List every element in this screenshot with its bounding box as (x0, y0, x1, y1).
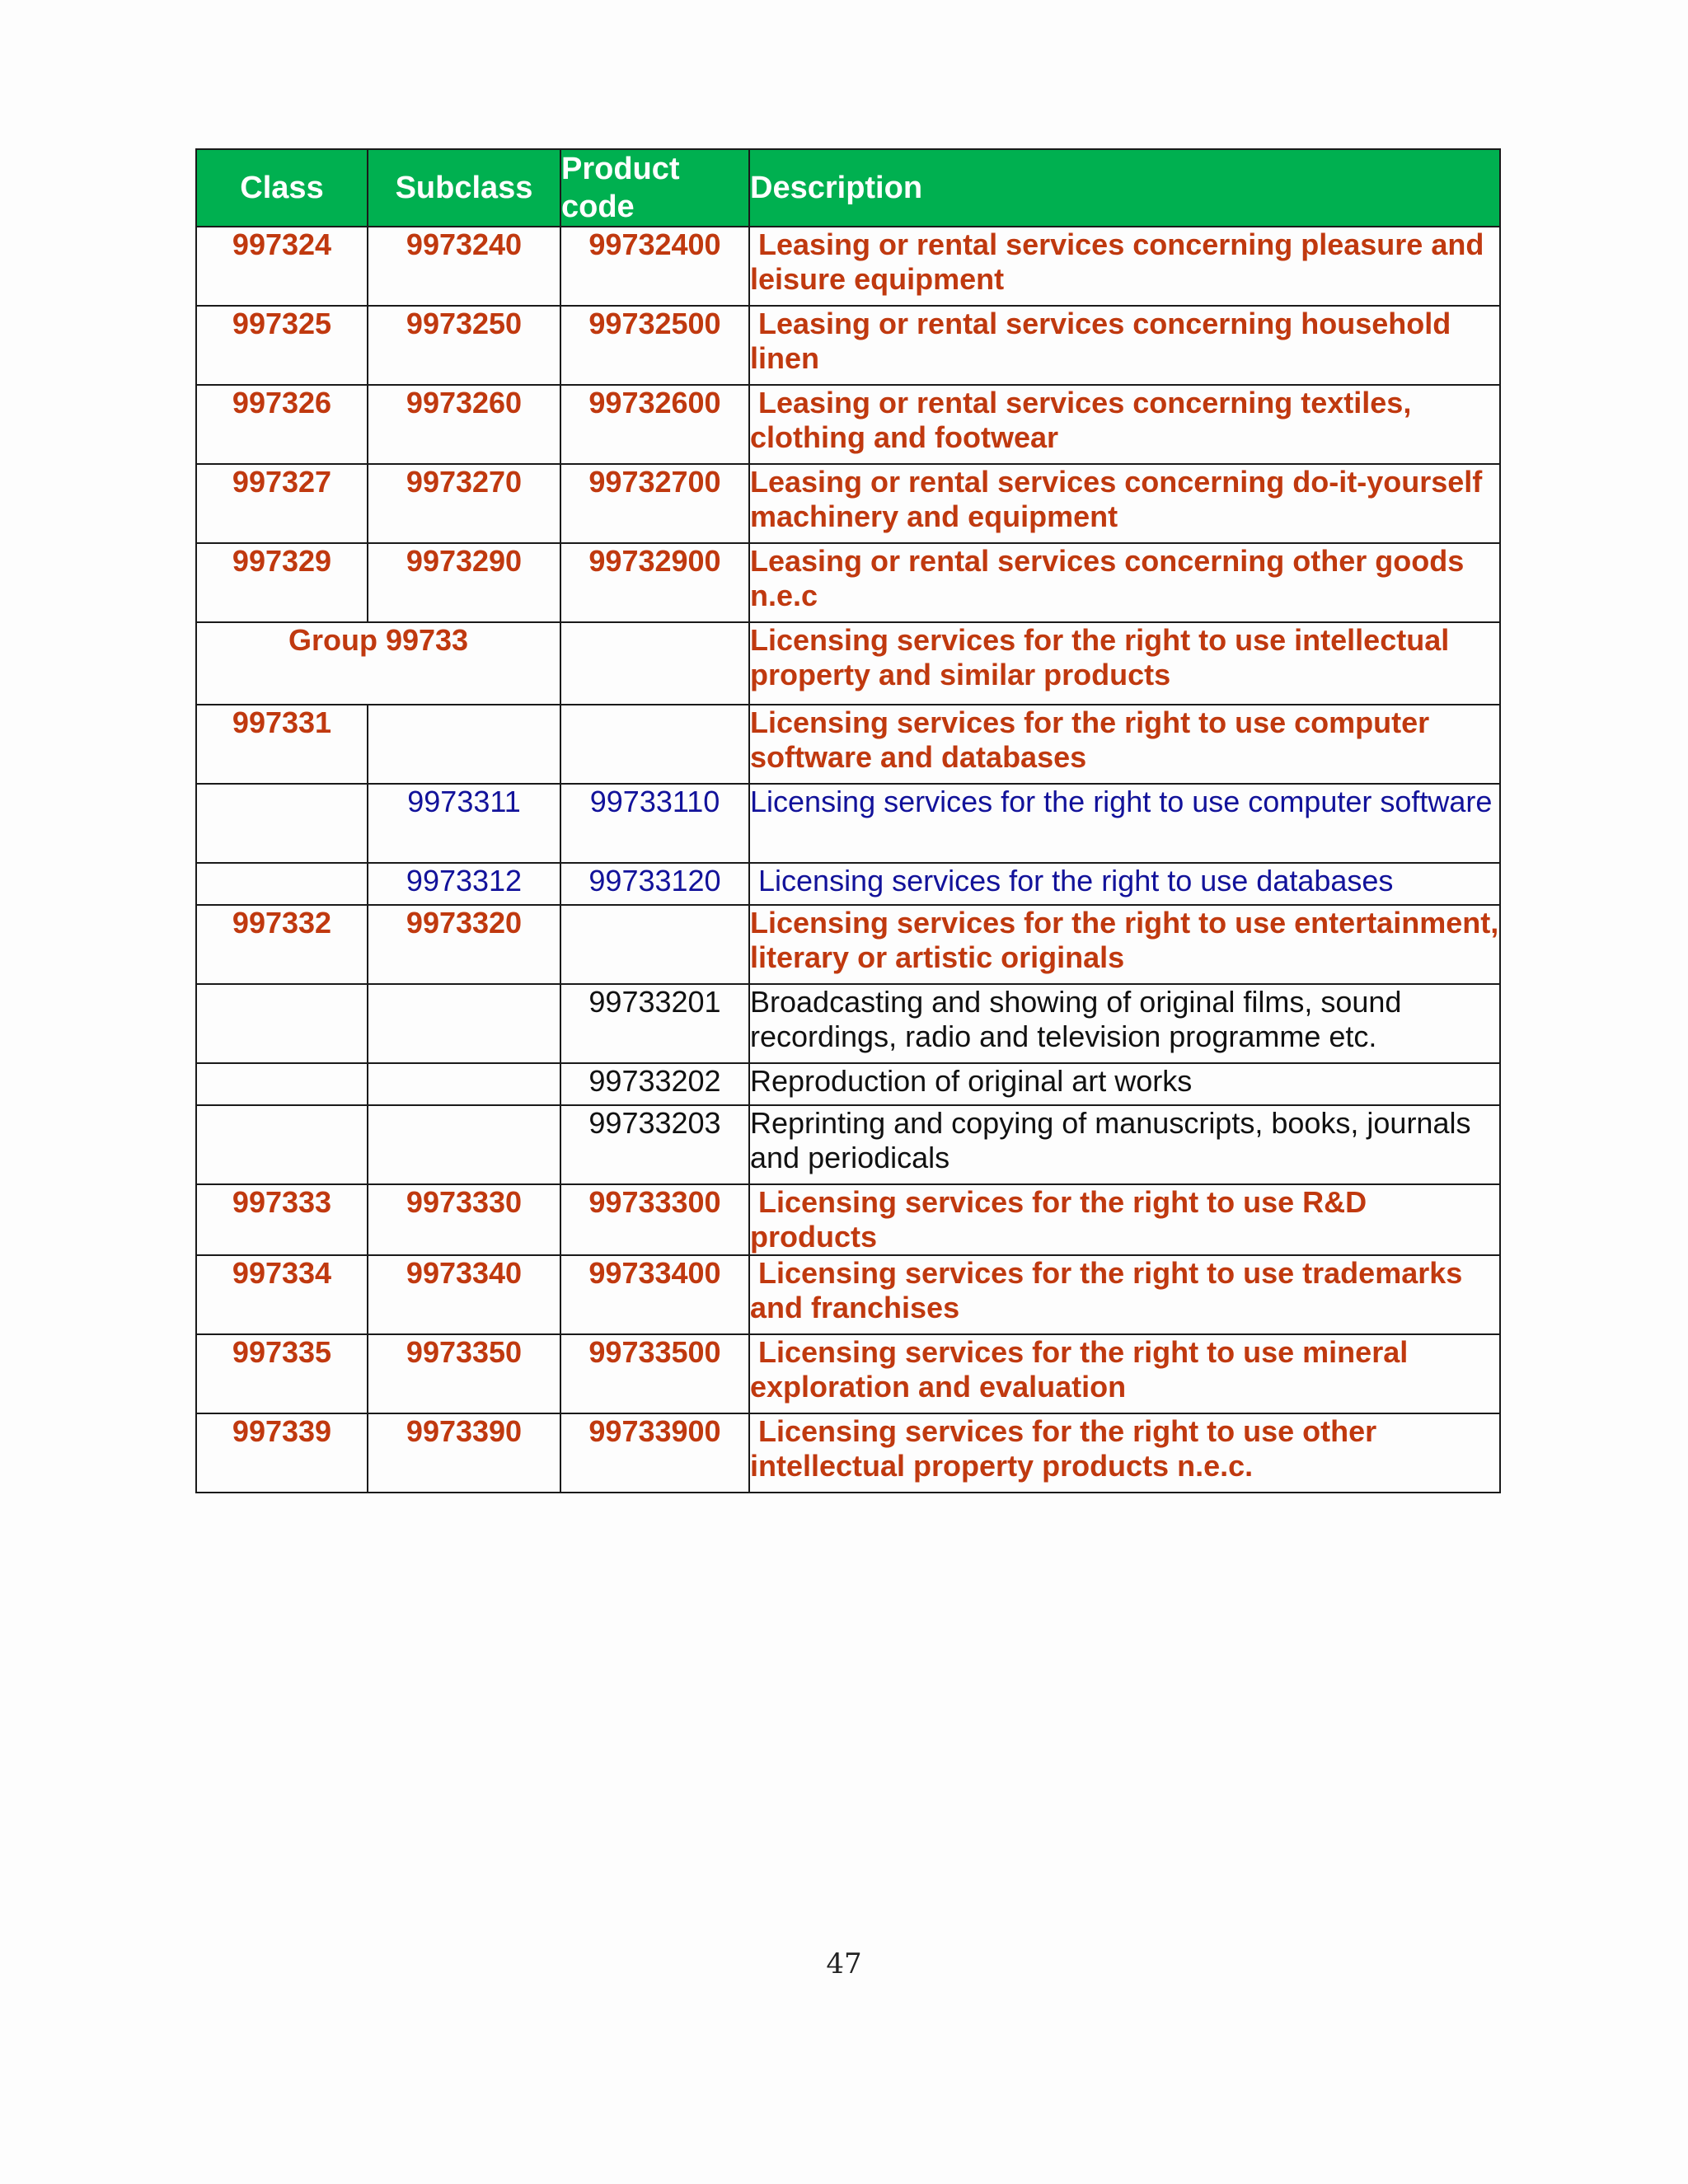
description-cell: Licensing services for the right to use computer software and databases (749, 705, 1500, 784)
class-cell: 997327 (196, 464, 368, 543)
description-cell: Reprinting and copying of manuscripts, books, journals and periodicals (749, 1105, 1500, 1184)
description-cell: Leasing or rental services concerning pleasure and leisure equipment (749, 227, 1500, 306)
subclass-cell: 9973312 (368, 863, 560, 905)
table-row (196, 227, 1500, 306)
class-cell: 997325 (196, 306, 368, 385)
product-code-cell: 99733400 (560, 1255, 749, 1334)
subclass-cell: 9973290 (368, 543, 560, 622)
description-cell: Broadcasting and showing of original films, sound recordings, radio and television programme etc. (749, 984, 1500, 1063)
subclass-cell: 9973390 (368, 1413, 560, 1493)
table-row (196, 905, 1500, 984)
table-row (196, 784, 1500, 863)
table-body (196, 227, 1500, 1493)
header-row (196, 149, 1500, 227)
product-code-cell: 99732500 (560, 306, 749, 385)
subclass-cell: 9973260 (368, 385, 560, 464)
product-code-cell: 99733300 (560, 1184, 749, 1255)
page-number: 47 (826, 1947, 862, 1980)
class-cell (196, 1105, 368, 1184)
description-cell: Licensing services for the right to use databases (749, 863, 1500, 905)
description-cell: Licensing services for the right to use R&D products (749, 1184, 1500, 1255)
description-cell: Licensing services for the right to use intellectual property and similar products (749, 622, 1500, 705)
product-code-cell: 99732700 (560, 464, 749, 543)
class-cell: 997333 (196, 1184, 368, 1255)
description-cell: Leasing or rental services concerning other goods n.e.c (749, 543, 1500, 622)
subclass-cell: 9973340 (368, 1255, 560, 1334)
class-cell (196, 1063, 368, 1105)
product-code-cell: 99733110 (560, 784, 749, 863)
table-row (196, 1255, 1500, 1334)
description-cell: Licensing services for the right to use computer software (749, 784, 1500, 863)
subclass-cell: 9973320 (368, 905, 560, 984)
product-code-cell: 99732900 (560, 543, 749, 622)
table-row (196, 1105, 1500, 1184)
class-cell: 997335 (196, 1334, 368, 1413)
description-cell: Licensing services for the right to use mineral exploration and evaluation (749, 1334, 1500, 1413)
product-code-cell: 99733203 (560, 1105, 749, 1184)
table-row (196, 464, 1500, 543)
table-row (196, 306, 1500, 385)
table-row (196, 863, 1500, 905)
class-cell: 997329 (196, 543, 368, 622)
subclass-cell: 9973270 (368, 464, 560, 543)
subclass-cell (368, 705, 560, 784)
class-cell (196, 984, 368, 1063)
product-code-cell (560, 622, 749, 705)
class-cell: 997339 (196, 1413, 368, 1493)
description-cell: Leasing or rental services concerning do-it-yourself machinery and equipment (749, 464, 1500, 543)
header-description: Description (749, 149, 1500, 227)
product-code-cell: 99732400 (560, 227, 749, 306)
subclass-cell: 9973330 (368, 1184, 560, 1255)
description-cell: Leasing or rental services concerning household linen (749, 306, 1500, 385)
class-cell (196, 784, 368, 863)
subclass-cell: 9973350 (368, 1334, 560, 1413)
class-cell: 997326 (196, 385, 368, 464)
group-row (196, 622, 1500, 705)
table-row (196, 1334, 1500, 1413)
header-product-code: Product code (560, 149, 749, 227)
description-cell: Leasing or rental services concerning textiles, clothing and footwear (749, 385, 1500, 464)
product-code-cell: 99732600 (560, 385, 749, 464)
subclass-cell (368, 984, 560, 1063)
subclass-cell: 9973250 (368, 306, 560, 385)
description-cell: Licensing services for the right to use other intellectual property products n.e.c. (749, 1413, 1500, 1493)
description-cell: Licensing services for the right to use entertainment, literary or artistic originals (749, 905, 1500, 984)
table-row (196, 385, 1500, 464)
subclass-cell (368, 1105, 560, 1184)
class-cell: 997334 (196, 1255, 368, 1334)
class-cell: 997331 (196, 705, 368, 784)
table-row (196, 984, 1500, 1063)
product-code-cell (560, 905, 749, 984)
class-cell (196, 863, 368, 905)
product-code-cell: 99733202 (560, 1063, 749, 1105)
subclass-cell: 9973240 (368, 227, 560, 306)
product-code-cell: 99733201 (560, 984, 749, 1063)
subclass-cell: 9973311 (368, 784, 560, 863)
table-header (196, 149, 1500, 227)
product-code-cell: 99733120 (560, 863, 749, 905)
header-subclass: Subclass (368, 149, 560, 227)
table-row (196, 543, 1500, 622)
table-row (196, 1413, 1500, 1493)
description-cell: Reproduction of original art works (749, 1063, 1500, 1105)
header-class: Class (196, 149, 368, 227)
product-code-cell: 99733500 (560, 1334, 749, 1413)
class-cell: 997332 (196, 905, 368, 984)
group-cell: Group 99733 (196, 622, 560, 705)
product-code-cell (560, 705, 749, 784)
subclass-cell (368, 1063, 560, 1105)
class-cell: 997324 (196, 227, 368, 306)
table-row (196, 1184, 1500, 1255)
table-row (196, 705, 1500, 784)
product-code-cell: 99733900 (560, 1413, 749, 1493)
service-code-table (195, 148, 1501, 1493)
table-row (196, 1063, 1500, 1105)
description-cell: Licensing services for the right to use trademarks and franchises (749, 1255, 1500, 1334)
